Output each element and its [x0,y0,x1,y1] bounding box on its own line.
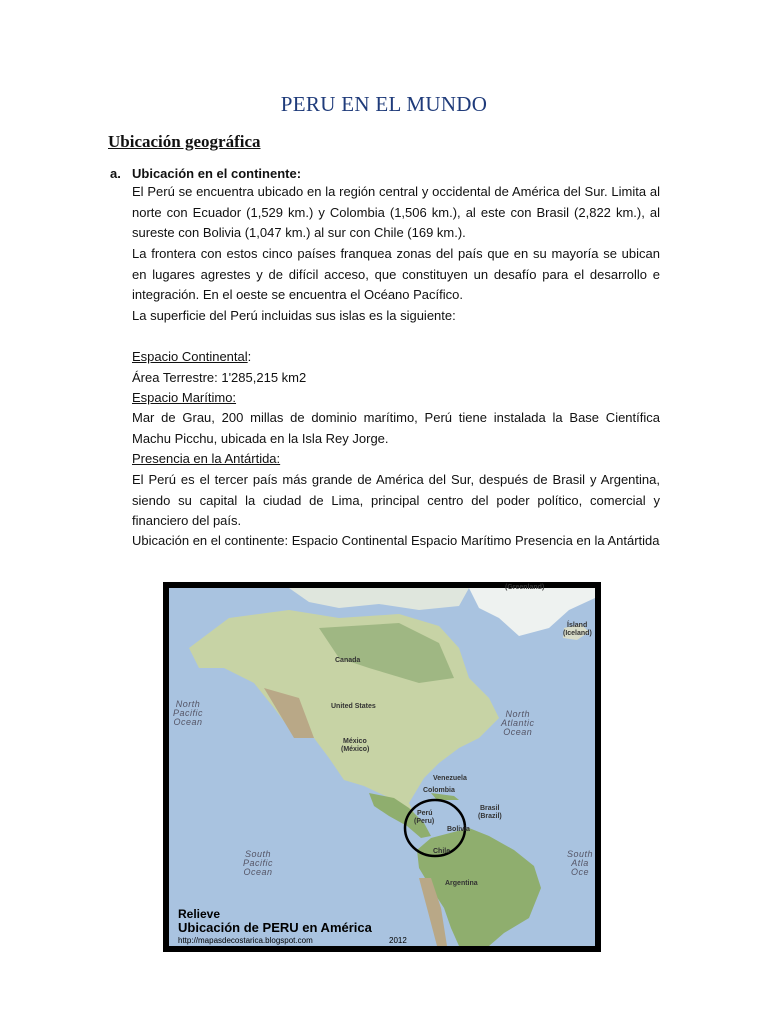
list-marker: a. [110,166,121,181]
americas-relief-map [169,588,595,946]
paragraph-maritimo: Mar de Grau, 200 millas de dominio marítimo, Perú tiene instalada la Base Científica Machu Picchu, ubicada en la Isla Rey Jorge. [132,410,660,446]
paragraph-surface: La superficie del Perú incluidas sus islas es la siguiente: [132,308,456,323]
map-label-peru: Perú [417,810,433,817]
map-caption-year: 2012 [389,936,407,945]
map-label-venezuela: Venezuela [433,775,467,782]
map-label-usa: United States [331,703,376,710]
map-label-islandia-sub: (Iceland) [563,630,592,637]
map-label-peru-sub: (Peru) [414,818,435,825]
espacio-continental-colon: : [247,349,252,364]
map-label-islandia: Ísland [567,622,588,629]
espacio-maritimo-label: Espacio Marítimo: [132,390,237,405]
map-label-greenland: (Greenland) [505,584,545,591]
map-figure [163,582,601,952]
map-label-canada: Canada [335,657,361,664]
map-label-mexico-sub: (México) [341,746,370,753]
paragraph-tercer-pais: El Perú es el tercer país más grande de América del Sur, después de Brasil y Argentina, siendo su capital la ciudad de Lima, principal centro del poder político, comercial y financiero del país. [132,472,660,528]
map-label-mexico: México [343,738,367,745]
ocean-label-north-pacific: North Pacific Ocean [173,699,204,727]
section-heading: Ubicación geográfica [108,132,261,151]
ocean-label-north-atlantic: North Atlantic Ocean [501,709,535,737]
espacio-continental-line [132,347,251,368]
paragraph-limits: El Perú se encuentra ubicado en la región central y occidental de América del Sur. Limita al norte con Ecuador (1,529 km.) y Colombia (1,506 km.), al este con Brasil (2,822 km.), al sureste con Bolivia (1,047 km.) al sur con Chile (169 km.). [132,184,660,240]
map-caption-url: http://mapasdecostarica.blogspot.com [178,936,313,945]
espacio-continental-label: Espacio Continental [132,349,248,364]
map-label-argentina: Argentina [445,880,478,887]
page-title: PERU EN EL MUNDO [280,92,488,116]
ocean-label-south-atlantic: South Atla Oce [567,849,594,877]
map-label-chile: Chile [433,848,451,855]
presencia-antartida-label: Presencia en la Antártida: [132,451,281,466]
map-label-colombia: Colombia [423,787,455,794]
map-caption-title: Ubicación de PERU en América [178,920,372,935]
map-label-brasil: Brasil [480,805,500,812]
ocean-label-south-pacific: South Pacific Ocean [243,849,274,877]
area-terrestre: Área Terrestre: 1'285,215 km2 [132,370,307,385]
paragraph-frontier: La frontera con estos cinco países franquea zonas del país que en su mayoría se ubican en lugares agrestes y de difícil acceso, que constituyen un desafío para el desarrollo e integración. En el oeste se encuentra el Océano Pacífico. [132,246,660,302]
paragraph-summary: Ubicación en el continente: Espacio Continental Espacio Marítimo Presencia en la Antártida [132,533,660,548]
map-label-brasil-sub: (Brazil) [478,813,502,820]
map-label-bolivia: Bolivia [447,826,470,833]
map-caption-relieve: Relieve [178,907,221,921]
item-title: Ubicación en el continente: [132,166,302,181]
